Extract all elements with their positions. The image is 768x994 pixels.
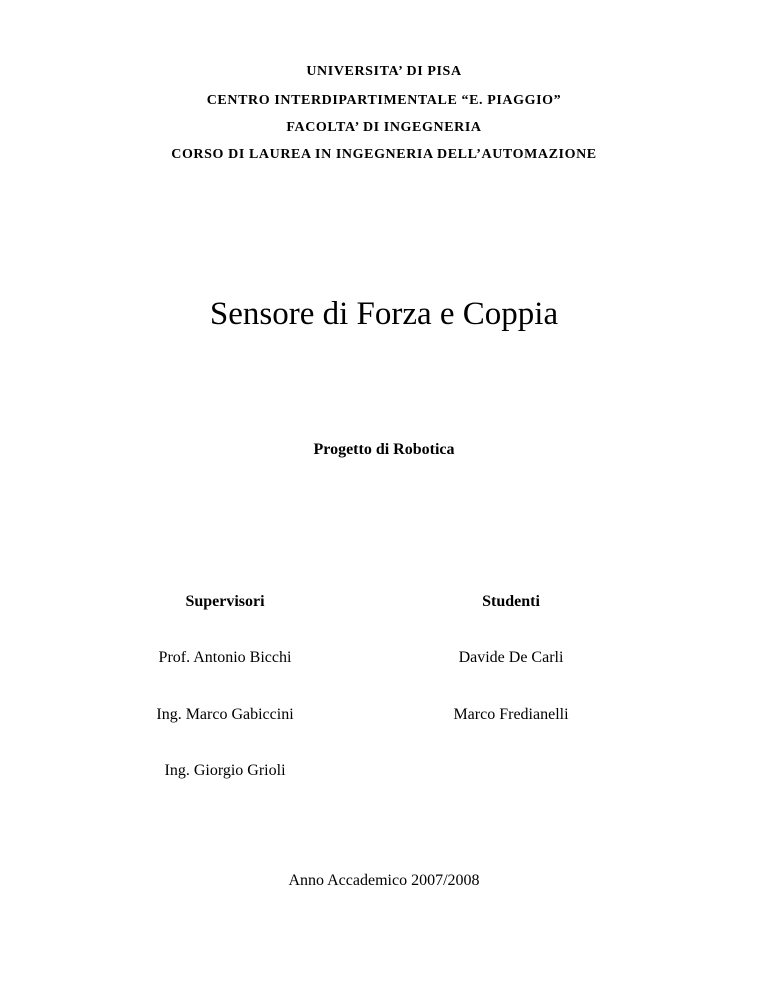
degree-course-name: CORSO DI LAUREA IN INGEGNERIA DELL’AUTOMAZIONE <box>171 147 597 162</box>
supervisor-name: Ing. Marco Gabiccini <box>156 706 294 723</box>
academic-year: Anno Accademico 2007/2008 <box>288 872 480 889</box>
university-name: UNIVERSITA’ DI PISA <box>306 64 462 79</box>
research-centre-name: CENTRO INTERDIPARTIMENTALE “E. PIAGGIO” <box>206 93 562 108</box>
document-subtitle: Progetto di Robotica <box>313 441 455 458</box>
supervisor-name: Ing. Giorgio Grioli <box>164 762 286 779</box>
supervisor-name: Prof. Antonio Bicchi <box>158 649 292 666</box>
student-name: Davide De Carli <box>458 649 564 666</box>
faculty-name: FACOLTA’ DI INGEGNERIA <box>286 120 482 135</box>
student-name: Marco Fredianelli <box>453 706 569 723</box>
document-title: Sensore di Forza e Coppia <box>209 296 559 332</box>
supervisors-heading: Supervisori <box>185 593 265 610</box>
students-heading: Studenti <box>482 593 540 610</box>
